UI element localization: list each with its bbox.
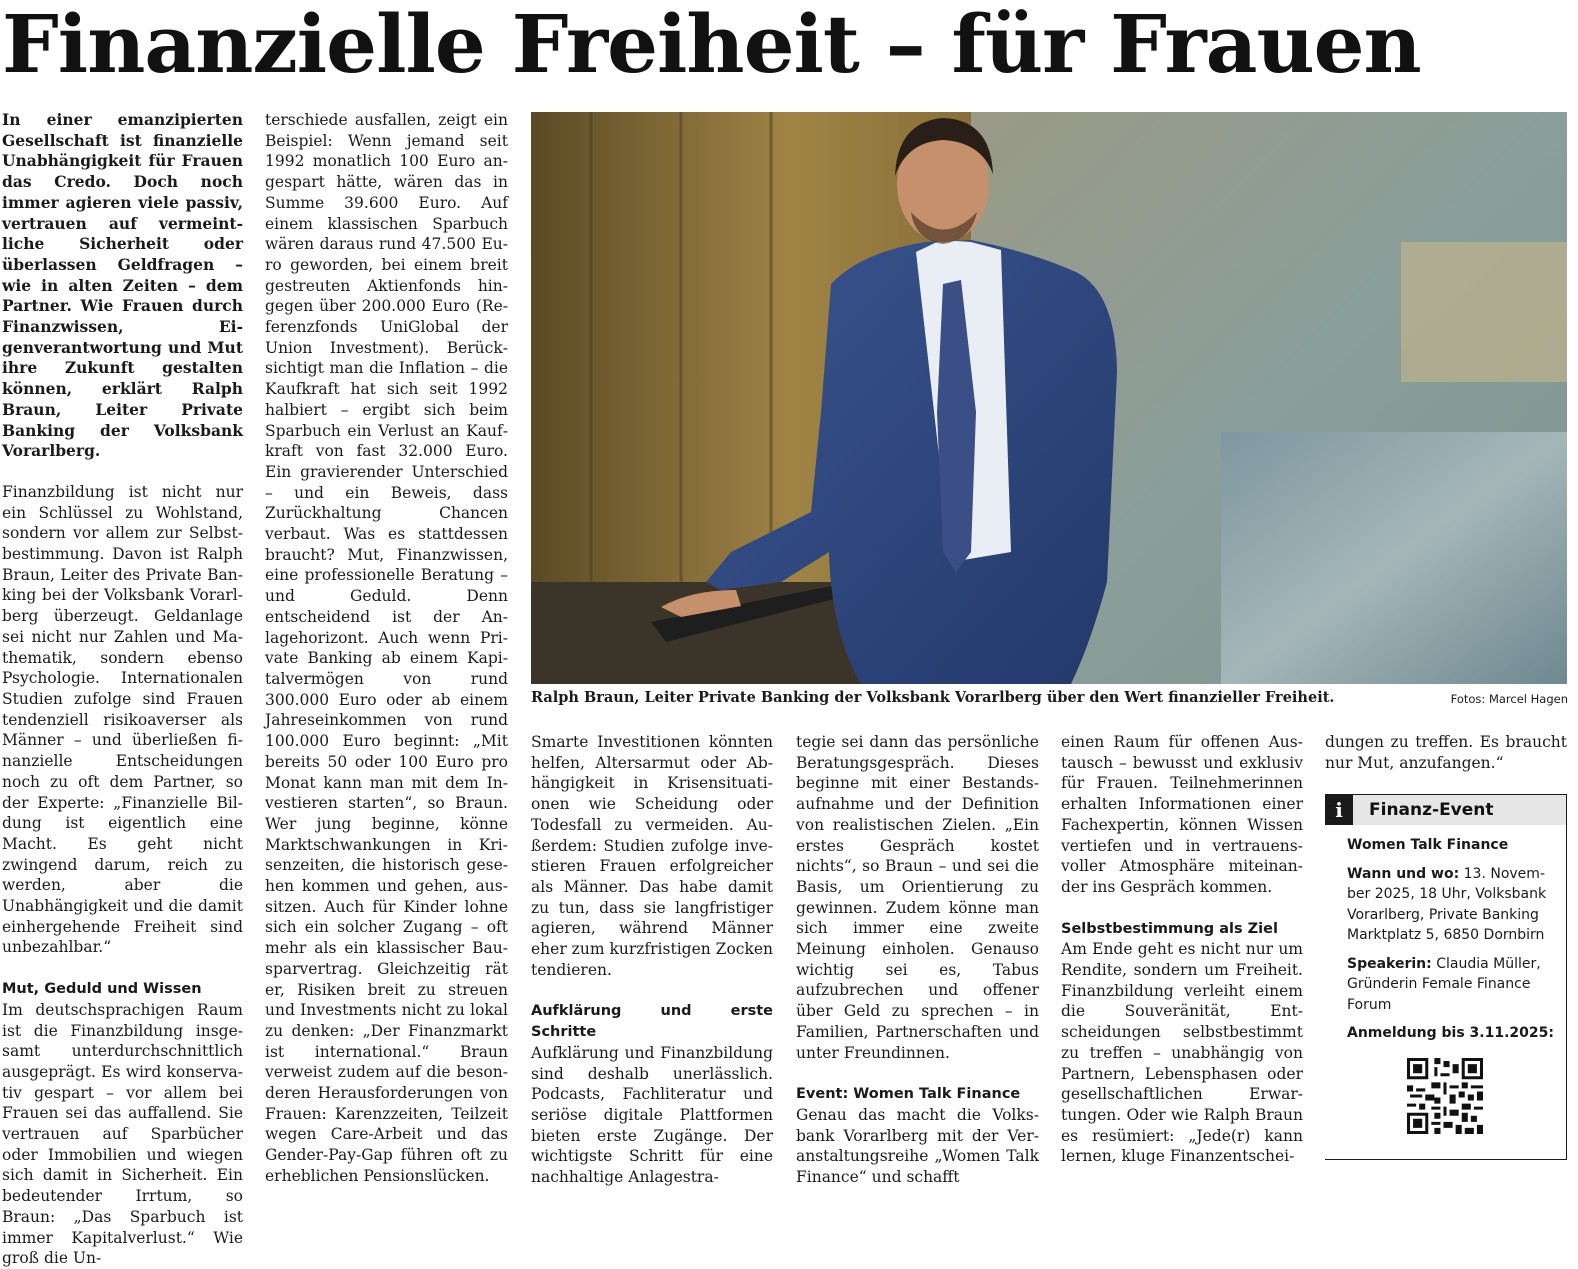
event-when — [1347, 864, 1562, 946]
portrait-photo — [531, 112, 1567, 684]
event-infobox — [1325, 794, 1567, 1160]
event-name: Women Talk Finance — [1347, 837, 1509, 853]
event-speaker — [1347, 954, 1562, 1016]
body-paragraph: tegie sei dann das persönliche Beratungsgespräch. Dieses beginne mit einer Bestandsaufnahme und der Definition von realistischen Zielen. „Ein erstes Gespräch kostet nichts“, so Braun – und sei die Basis, um Orientierung zu gewinnen. Zudem könne man sich immer eine zweite Meinung einholen. Genauso wichtig sei es, Tabus aufzubrechen und offener über Geld zu sprechen – in Familien, Partnerschaften und unter Freundinnen. — [796, 733, 1039, 1062]
subheading: Event: Women Talk Finance — [796, 1086, 1021, 1103]
photo-caption: Ralph Braun, Leiter Private Banking der Volksbank Vorarlberg über den Wert finanzieller Freiheit. — [531, 689, 1335, 706]
registration-label: Anmeldung bis 3.11.2025: — [1347, 1025, 1554, 1041]
infobox-header — [1325, 794, 1566, 825]
subheading: Selbstbestimmung als Ziel — [1061, 920, 1278, 937]
subheading: Mut, Geduld und Wissen — [2, 981, 202, 998]
body-paragraph: Aufklärung und Finanzbildung sind deshalb unerlässlich. Podcasts, Fachliteratur und seriöse digitale Plattformen bieten erste Zugänge. Der wichtigste Schritt für eine nachhaltige Anlagestra- — [531, 1043, 773, 1187]
body-paragraph: Smarte Investitionen könnten helfen, Altersarmut oder Abhängigkeit in Krisensituationen wie Scheidung oder Todesfall zu vermeiden. Außerdem: Studien zufolge investieren Frauen erfolgreicher als Männer. Das habe damit zu tun, dass sie langfristiger agieren, während Männer eher zum kurzfristigen Zocken tendieren. — [531, 733, 773, 979]
body-paragraph: Im deutschsprachigen Raum ist die Finanzbildung insgesamt unterdurchschnittlich ausgeprägt. Es wird konservativ gespart – vor allem bei Frauen sei das auffallend. Sie vertrauen auf Sparbücher oder Immobilien und wiegen sich damit in Sicherheit. Ein bedeutender Irrtum, so Braun: „Das Sparbuch ist immer Kapitalverlust.“ Wie groß die Un- — [2, 1000, 243, 1268]
body-paragraph: Genau das macht die Volksbank Vorarlberg mit der Veranstaltungsreihe „Women Talk Finance“ und schafft — [796, 1105, 1039, 1187]
lead-paragraph: In einer emanzipierten Gesellschaft ist finanzielle Unabhängigkeit für Frauen das Credo. Doch noch immer agieren viele passiv, vertrauen auf vermeintliche Sicherheit oder überlassen Geldfragen – wie in alten Zeiten – dem Partner. Wie Frauen durch Finanzwissen, Eigenverantwortung und Mut ihre Zukunft gestalten können, erklärt Ralph Braun, Leiter Private Banking der Volksbank Vorarlberg. — [2, 110, 243, 461]
article-column-4 — [796, 732, 1039, 1188]
speaker-label: Speakerin: — [1347, 955, 1432, 972]
article-column-1 — [2, 110, 243, 1269]
article-column-2 — [265, 110, 508, 1187]
headline: Finanzielle Freiheit – für Frauen — [2, 0, 1421, 91]
article-column-5 — [1061, 732, 1303, 1167]
body-paragraph: einen Raum für offenen Austausch – bewusst und exklusiv für Frauen. Teilnehmerinnen erhalten Informationen einer Fachexpertin, können Wissen vertiefen und in vertrauensvoller Atmosphäre miteinander ins Gespräch kommen. — [1061, 733, 1303, 896]
article-column-3 — [531, 732, 773, 1188]
infobox-body — [1325, 825, 1566, 1140]
subheading: Aufklärung und erste Schritte — [531, 1003, 773, 1041]
body-paragraph: Am Ende geht es nicht nur um Rendite, sondern um Freiheit. Finanzbildung verleiht einem die Souveränität, Entscheidungen selbstbestimmt zu treffen – unabhängig von Partnern, Lebensphasen oder gesellschaftlichen Erwartungen. Oder wie Ralph Braun es resümiert: „Jede(r) kann lernen, kluge Finanzentschei- — [1061, 940, 1303, 1166]
body-paragraph: Finanzbildung ist nicht nur ein Schlüssel zu Wohlstand, sondern vor allem zur Selbstbestimmung. Davon ist Ralph Braun, Leiter des Private Banking bei der Volksbank Vorarlberg überzeugt. Geldanlage sei nicht nur Zahlen und Mathematik, sondern ebenso Psychologie. Internationalen Studien zufolge sind Frauen tendenziell risikoaverser als Männer – und überließen finanzielle Entscheidungen noch zu oft dem Partner, so der Experte: „Finanzielle Bildung ist eigentlich eine Macht. Es geht nicht zwingend darum, reich zu werden, aber die Unabhängigkeit und die damit einhergehende Freiheit sind unbezahlbar.“ — [2, 482, 243, 957]
speaker-value: Claudia Müller, Gründerin Female Finance Forum — [1347, 955, 1541, 1013]
article-column-6 — [1325, 732, 1567, 773]
info-icon: i — [1325, 795, 1353, 825]
infobox-title: Finanz-Event — [1369, 800, 1494, 820]
body-paragraph: dungen zu treffen. Es braucht nur Mut, anzufangen.“ — [1325, 733, 1567, 772]
photo-credit: Fotos: Marcel Hagen — [1450, 692, 1568, 706]
when-value: 13. November 2025, 18 Uhr, Volksbank Vorarlberg, Private Banking Marktplatz 5, 6850 Dornbirn — [1347, 865, 1547, 943]
when-label: Wann und wo: — [1347, 865, 1460, 882]
body-paragraph: terschiede ausfallen, zeigt ein Beispiel: Wenn jemand seit 1992 monatlich 100 Euro angespart hätte, wären das in Summe 39.600 Euro. Auf einem klassischen Sparbuch wären daraus rund 47.500 Euro geworden, bei einem breit gestreuten Aktienfonds hingegen über 200.000 Euro (Referenzfonds UniGlobal der Union Investment). Berücksichtigt man die Inflation – die Kaufkraft hat sich seit 1992 halbiert – ergibt sich beim Sparbuch ein Verlust an Kaufkraft von fast 32.000 Euro. Ein gravierender Unterschied – und ein Beweis, dass Zurückhaltung Chancen verbaut. Was es stattdessen braucht? Mut, Finanzwissen, eine professionelle Beratung – und Geduld. Denn entscheidend ist der Anlagehorizont. Auch wenn Private Banking ab einem Kapitalvermögen von rund 300.000 Euro oder ab einem Jahreseinkommen von rund 100.000 Euro beginnt: „Mit bereits 50 oder 100 Euro pro Monat kann man mit dem Investieren starten“, so Braun. Wer jung beginne, könne Marktschwankungen in Krisenzeiten, die historisch gesehen kommen und gehen, aussitzen. Auch für Kinder lohne sich ein solcher Zugang – oft mehr als ein klassischer Bausparvertrag. Gleichzeitig rät er, Risiken breit zu streuen und Investments nicht zu lokal zu denken: „Der Finanzmarkt ist international.“ Braun verweist zudem auf die besonderen Herausforderungen von Frauen: Karenzzeiten, Teilzeit wegen Care-Arbeit und das Gender-Pay-Gap führen oft zu erheblichen Pensionslücken. — [265, 111, 508, 1185]
qr-code-icon[interactable] — [1407, 1058, 1483, 1134]
